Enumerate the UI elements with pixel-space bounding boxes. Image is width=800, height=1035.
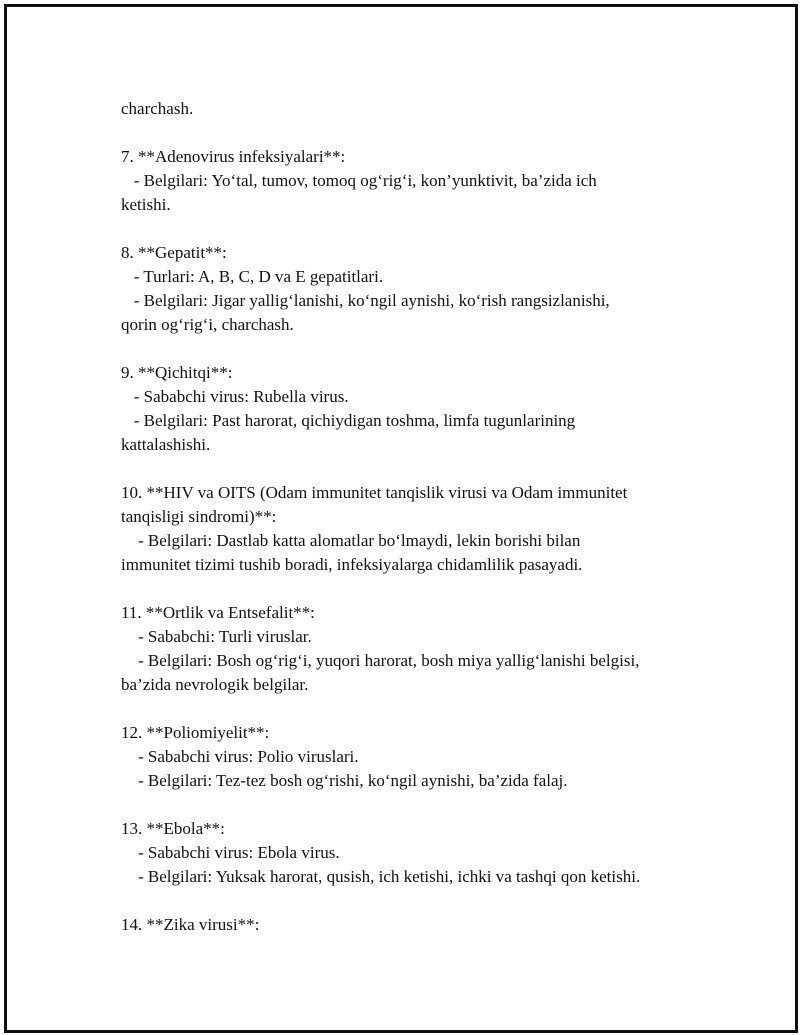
text-line: charchash. [121,99,194,118]
text-line: - Belgilari: Yo‘tal, tumov, tomoq og‘rig‘i, kon’yunktivit, ba’zida ich [121,171,597,190]
list-item-heading: 9. **Qichitqi**: [121,363,233,382]
text-line: - Sababchi: Turli viruslar. [121,627,312,646]
list-item-heading: 8. **Gepatit**: [121,243,227,262]
list-item-heading: 10. **HIV va OITS (Odam immunitet tanqislik virusi va Odam immunitet [121,483,628,502]
blank-line [121,577,701,601]
text-line: - Sababchi virus: Polio viruslari. [121,747,359,766]
list-item-heading: 11. **Ortlik va Entsefalit**: [121,603,315,622]
text-line: qorin og‘rig‘i, charchash. [121,315,294,334]
text-line: tanqisligi sindromi)**: [121,507,277,526]
document-body [121,97,701,937]
blank-line [121,337,701,361]
text-line: - Turlari: A, B, C, D va E gepatitlari. [121,267,384,286]
list-item-heading: 7. **Adenovirus infeksiyalari**: [121,147,346,166]
text-line: - Belgilari: Bosh og‘rig‘i, yuqori harorat, bosh miya yallig‘lanishi belgisi, [121,651,640,670]
blank-line [121,889,701,913]
text-line: - Sababchi virus: Rubella virus. [121,387,349,406]
text-line: - Belgilari: Tez-tez bosh og‘rishi, ko‘ngil aynishi, ba’zida falaj. [121,771,568,790]
list-item-heading: 13. **Ebola**: [121,819,225,838]
text-line: kattalashishi. [121,435,211,454]
blank-line [121,121,701,145]
text-line: ba’zida nevrologik belgilar. [121,675,309,694]
text-line: - Belgilari: Jigar yallig‘lanishi, ko‘ngil aynishi, ko‘rish rangsizlanishi, [121,291,610,310]
blank-line [121,793,701,817]
list-item-heading: 12. **Poliomiyelit**: [121,723,270,742]
text-line: - Sababchi virus: Ebola virus. [121,843,340,862]
text-line: - Belgilari: Dastlab katta alomatlar bo‘lmaydi, lekin borishi bilan [121,531,581,550]
blank-line [121,457,701,481]
text-line: - Belgilari: Past harorat, qichiydigan toshma, limfa tugunlarining [121,411,576,430]
list-item-heading: 14. **Zika virusi**: [121,915,260,934]
text-line: - Belgilari: Yuksak harorat, qusish, ich ketishi, ichki va tashqi qon ketishi. [121,867,641,886]
page-frame [4,4,798,1033]
text-line: ketishi. [121,195,171,214]
blank-line [121,697,701,721]
text-line: immunitet tizimi tushib boradi, infeksiyalarga chidamlilik pasayadi. [121,555,583,574]
blank-line [121,217,701,241]
